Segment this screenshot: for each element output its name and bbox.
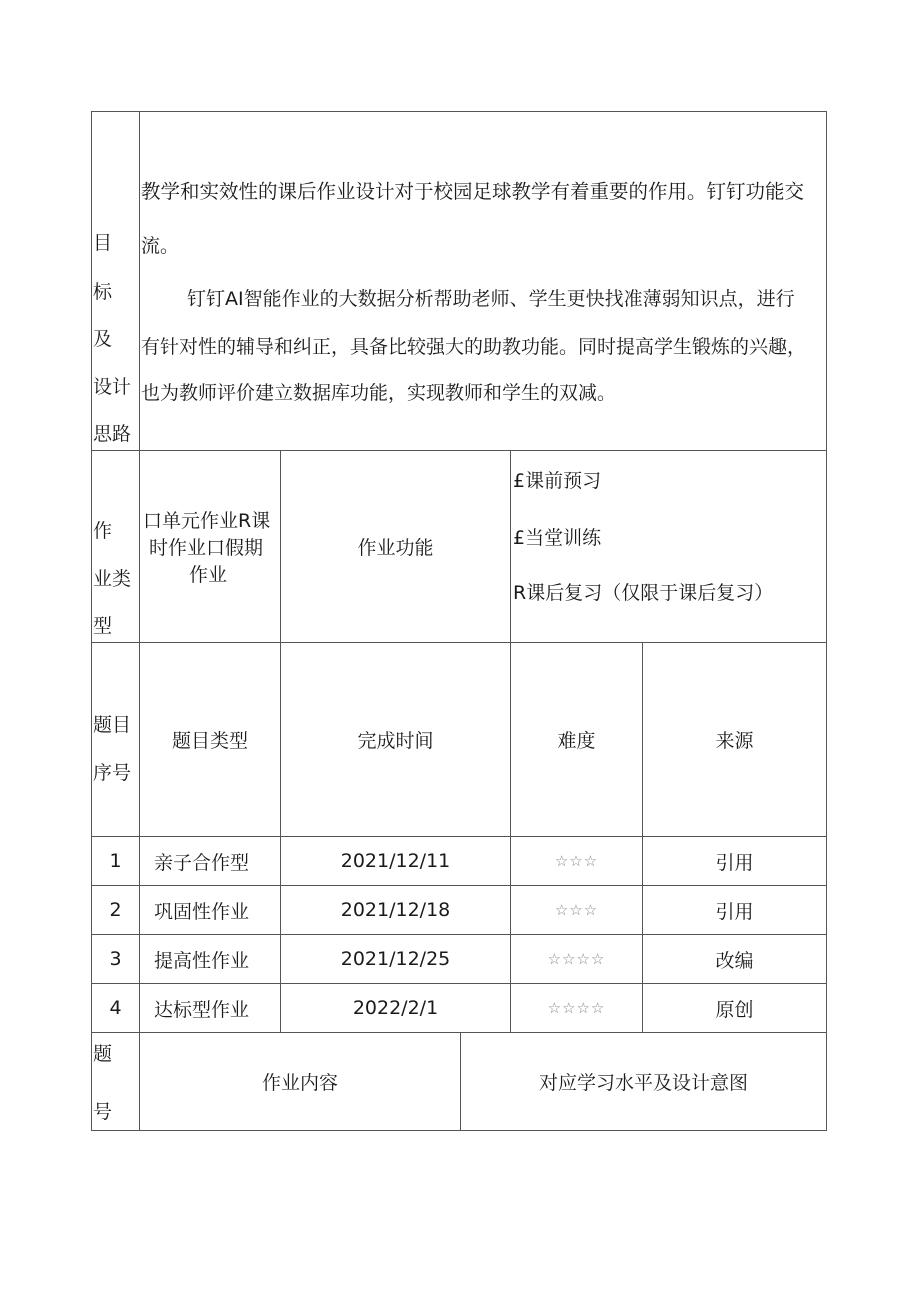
row-type: 巩固性作业 — [154, 900, 250, 923]
paragraph-line: 也为教师评价建立数据库功能，实现教师和学生的双减。 — [141, 382, 617, 404]
row-source: 改编 — [715, 949, 754, 972]
col-divider — [510, 450, 511, 642]
paragraph-line: 流。 — [141, 235, 180, 257]
row-time: 2022/2/1 — [352, 997, 439, 1019]
label-char: 设计 — [93, 376, 132, 398]
completion-time-header: 完成时间 — [357, 730, 434, 752]
label-char: 作 — [93, 520, 113, 542]
row-number: 1 — [109, 850, 122, 872]
label-char: 题目 — [93, 714, 132, 736]
label-char: 目 — [93, 232, 113, 254]
difficulty-stars: ☆☆☆☆ — [547, 950, 606, 968]
row-number: 2 — [109, 899, 122, 921]
type-line: 作业 — [189, 564, 228, 586]
row-type: 亲子合作型 — [154, 851, 250, 874]
row-source: 原创 — [715, 998, 754, 1021]
table-border-right — [826, 111, 827, 1131]
paragraph-line: 教学和实效性的课后作业设计对于校园足球教学有着重要的作用。钉钉功能交 — [141, 180, 805, 203]
function-label: 作业功能 — [357, 536, 434, 559]
label-char: 标 — [93, 281, 113, 303]
label-char: 型 — [93, 615, 113, 637]
function-option: £当堂训练 — [513, 527, 602, 549]
difficulty-stars: ☆☆☆ — [554, 901, 599, 919]
type-line: 口单元作业R课 — [143, 510, 271, 532]
difficulty-stars: ☆☆☆☆ — [547, 999, 606, 1017]
table-border-bottom — [91, 1130, 827, 1131]
paragraph-line: 钉钉AI智能作业的大数据分析帮助老师、学生更快找准薄弱知识点，进行 — [187, 288, 795, 310]
row-number: 3 — [109, 948, 122, 970]
design-intent-header: 对应学习水平及设计意图 — [538, 1072, 748, 1094]
difficulty-header: 难度 — [557, 730, 596, 752]
label-char: 业类 — [93, 568, 132, 590]
row-type: 提高性作业 — [154, 949, 250, 972]
paragraph-line: 有针对性的辅导和纠正，具备比较强大的助教功能。同时提高学生锻炼的兴趣， — [141, 336, 807, 358]
difficulty-stars: ☆☆☆ — [554, 852, 599, 870]
row-source: 引用 — [715, 851, 754, 874]
source-header: 来源 — [715, 730, 754, 752]
label-char: 序号 — [93, 762, 132, 784]
row-time: 2021/12/25 — [340, 948, 451, 970]
type-line: 时作业口假期 — [149, 537, 264, 559]
function-option: R课后复习（仅限于课后复习） — [513, 582, 774, 604]
row-time: 2021/12/11 — [340, 850, 451, 872]
row-source: 引用 — [715, 900, 754, 923]
table-border-top — [91, 111, 827, 112]
question-type-header: 题目类型 — [171, 730, 248, 752]
row-number: 4 — [109, 997, 122, 1019]
label-char: 号 — [93, 1101, 113, 1123]
homework-content-header: 作业内容 — [261, 1072, 338, 1094]
function-option: £课前预习 — [513, 470, 602, 492]
label-char: 及 — [93, 328, 113, 350]
row-time: 2021/12/18 — [340, 899, 451, 921]
label-char: 思路 — [93, 423, 132, 445]
row-type: 达标型作业 — [154, 998, 250, 1021]
label-char: 题 — [93, 1043, 113, 1065]
